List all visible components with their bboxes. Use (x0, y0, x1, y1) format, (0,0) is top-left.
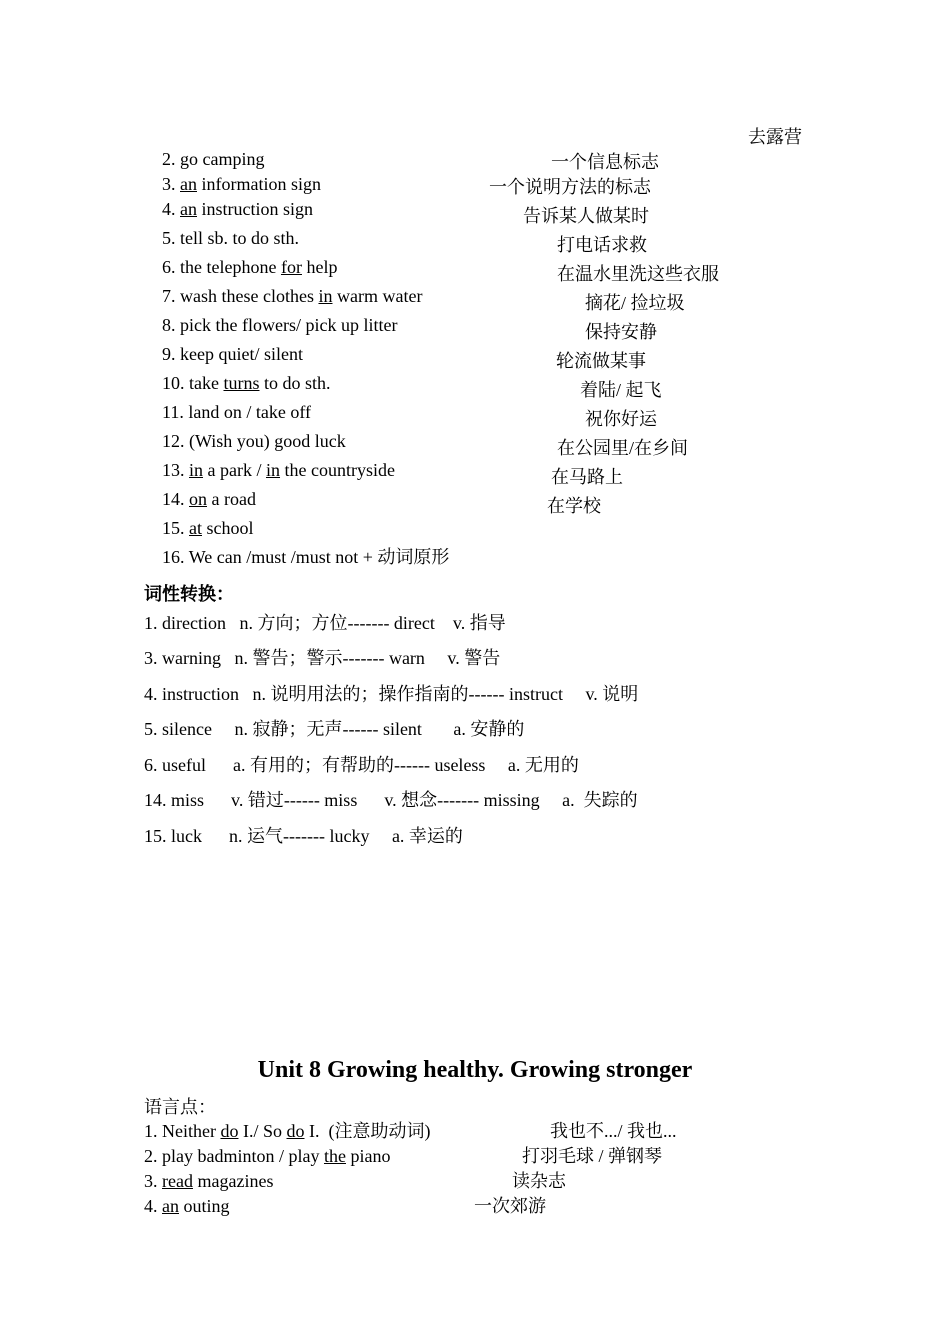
conversion-row: 14. miss v. 错过------ miss v. 想念------- missing a. 失踪的 (144, 790, 638, 810)
phrase-item: 16. We can /must /must not + 动词原形 (162, 547, 450, 567)
phrase-item: 13. in a park / in the countryside (162, 460, 395, 480)
phrase-translation: 保持安静 (585, 322, 657, 342)
phrase-item: 10. take turns to do sth. (162, 373, 331, 393)
conversion-row: 5. silence n. 寂静；无声------ silent a. 安静的 (144, 719, 525, 739)
unit-title: Unit 8 Growing healthy. Growing stronger (257, 1057, 693, 1083)
phrase-item: 14. on a road (162, 489, 256, 509)
conversion-row: 15. luck n. 运气------- lucky a. 幸运的 (144, 826, 463, 846)
conversion-row: 3. warning n. 警告；警示------- warn v. 警告 (144, 648, 501, 668)
language-point: 1. Neither do I./ So do I. (注意助动词) (144, 1121, 431, 1141)
language-point: 4. an outing (144, 1196, 230, 1216)
conversion-row: 6. useful a. 有用的；有帮助的------ useless a. 无用的 (144, 755, 579, 775)
section-label: 语言点： (144, 1097, 216, 1117)
phrase-translation: 在学校 (547, 496, 601, 516)
phrase-translation: 一个说明方法的标志 (489, 177, 651, 197)
phrase-translation: 着陆/ 起飞 (580, 380, 662, 400)
phrase-translation: 告诉某人做某时 (523, 206, 649, 226)
phrase-translation: 摘花/ 捡垃圾 (585, 293, 685, 313)
phrase-translation: 在马路上 (551, 467, 623, 487)
phrase-translation: 轮流做某事 (556, 351, 646, 371)
point-translation: 我也不.../ 我也... (550, 1121, 677, 1141)
phrase-item: 11. land on / take off (162, 402, 311, 422)
phrase-item: 15. at school (162, 518, 254, 538)
phrase-item: 8. pick the flowers/ pick up litter (162, 315, 398, 335)
phrase-item: 5. tell sb. to do sth. (162, 228, 300, 248)
phrase-translation: 在公园里/在乡间 (557, 438, 689, 458)
phrase-translation: 一个信息标志 (551, 152, 659, 172)
point-translation: 读杂志 (512, 1171, 566, 1191)
phrase-translation: 在温水里洗这些衣服 (557, 264, 719, 284)
conversion-row: 1. direction n. 方向；方位------- direct v. 指导 (144, 613, 506, 633)
section-heading: 词性转换： (144, 584, 234, 604)
point-translation: 打羽毛球 / 弹钢琴 (522, 1146, 663, 1166)
phrase-item: 9. keep quiet/ silent (162, 344, 303, 364)
phrase-item: 7. wash these clothes in warm water (162, 286, 423, 306)
phrase-item: 3. an information sign (162, 174, 321, 194)
conversion-row: 4. instruction n. 说明用法的；操作指南的------ instruct v. 说明 (144, 684, 639, 704)
phrase-item: 12. (Wish you) good luck (162, 431, 346, 451)
phrase-translation: 去露营 (748, 127, 802, 147)
language-point: 3. read magazines (144, 1171, 274, 1191)
phrase-item: 4. an instruction sign (162, 199, 313, 219)
phrase-item: 6. the telephone for help (162, 257, 338, 277)
phrase-translation: 打电话求救 (557, 235, 647, 255)
language-point: 2. play badminton / play the piano (144, 1146, 391, 1166)
phrase-translation: 祝你好运 (585, 409, 657, 429)
phrase-item: 2. go camping (162, 149, 265, 169)
point-translation: 一次郊游 (474, 1196, 546, 1216)
